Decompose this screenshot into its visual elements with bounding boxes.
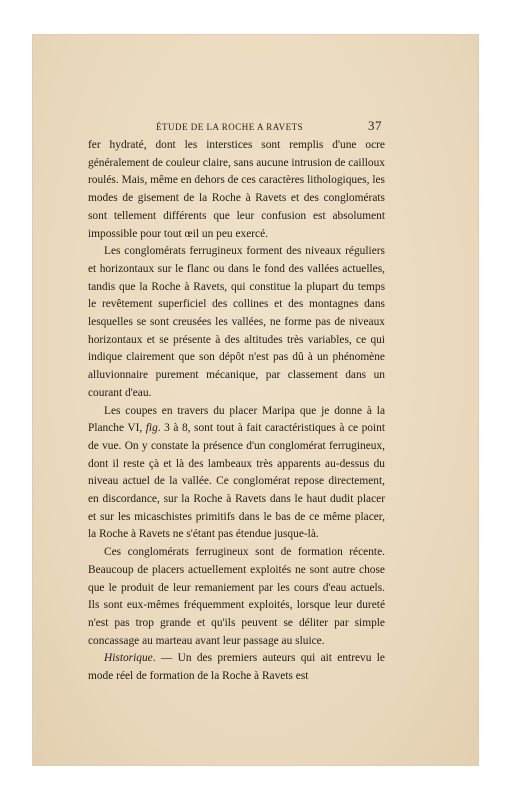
page-body bbox=[88, 137, 385, 686]
paragraph-3-text-a: Les coupes en travers du placer Maripa que je donne à la Planche VI, bbox=[88, 404, 385, 435]
paragraph-1: fer hydraté, dont les interstices sont remplis d'une ocre généralement de couleur claire, sans aucune intrusion de cailloux roulés. Mais, même en dehors de ces caractères lithologiques, les modes de gisement de la Roche à Ravets et des conglomérats sont tellement différents que leur confusion est absolument impossible pour tout œil un peu exercé. bbox=[88, 139, 385, 240]
running-title: ÉTUDE DE LA ROCHE A RAVETS bbox=[156, 122, 304, 132]
figure-abbrev: fig bbox=[145, 422, 158, 435]
page-number: 37 bbox=[368, 118, 382, 133]
paragraph-2: Les conglomérats ferrugineux forment des niveaux réguliers et horizontaux sur le flanc ou dans le fond des vallées actuelles, tandis que la Roche à Ravets, qui constitue la plupart du temps le revêtement superficiel des collines et des montagnes dans lesquelles se sont creusées les vallées, ne forme pas de niveaux horizontaux et se présente à des altitudes très variables, ce qui indique clairement que son dépôt n'est pas dû à un phénomène alluvionnaire purement mécanique, par classement dans un courant d'eau. bbox=[88, 245, 385, 399]
section-heading-historique: Historique bbox=[104, 652, 153, 665]
paragraph-4: Ces conglomérats ferrugineux sont de formation récente. Beaucoup de placers actuellement exploités ne sont autre chose que le produit de leur remaniement par les cours d'eau actuels. Ils sont eux-mêmes fréquemment exploités, lorsque leur dureté n'est pas trop grande et qu'ils peuvent se déliter par simple concassage au marteau avant leur passage au sluice. bbox=[88, 546, 385, 647]
paragraph-5-text: . — Un des premiers auteurs qui ait entrevu le mode réel de formation de la Roche à Ravets est bbox=[88, 652, 385, 683]
paragraph-3-text-b: . 3 à 8, sont tout à fait caractéristiques à ce point de vue. On y constate la présence d'un conglomérat ferrugineux, dont il reste çà et là des lambeaux très apparents au-dessus du niveau actuel de la vallée. Ce conglomérat repose directement, en discordance, sur la Roche à Ravets dans le haut dudit placer et sur les micaschistes primitifs dans le bas de ce même placer, la Roche à Ravets ne s'étant pas étendue jusque-là. bbox=[88, 422, 386, 541]
page-header bbox=[136, 118, 386, 134]
paragraph-3 bbox=[88, 403, 385, 545]
paragraph-5 bbox=[88, 650, 385, 685]
